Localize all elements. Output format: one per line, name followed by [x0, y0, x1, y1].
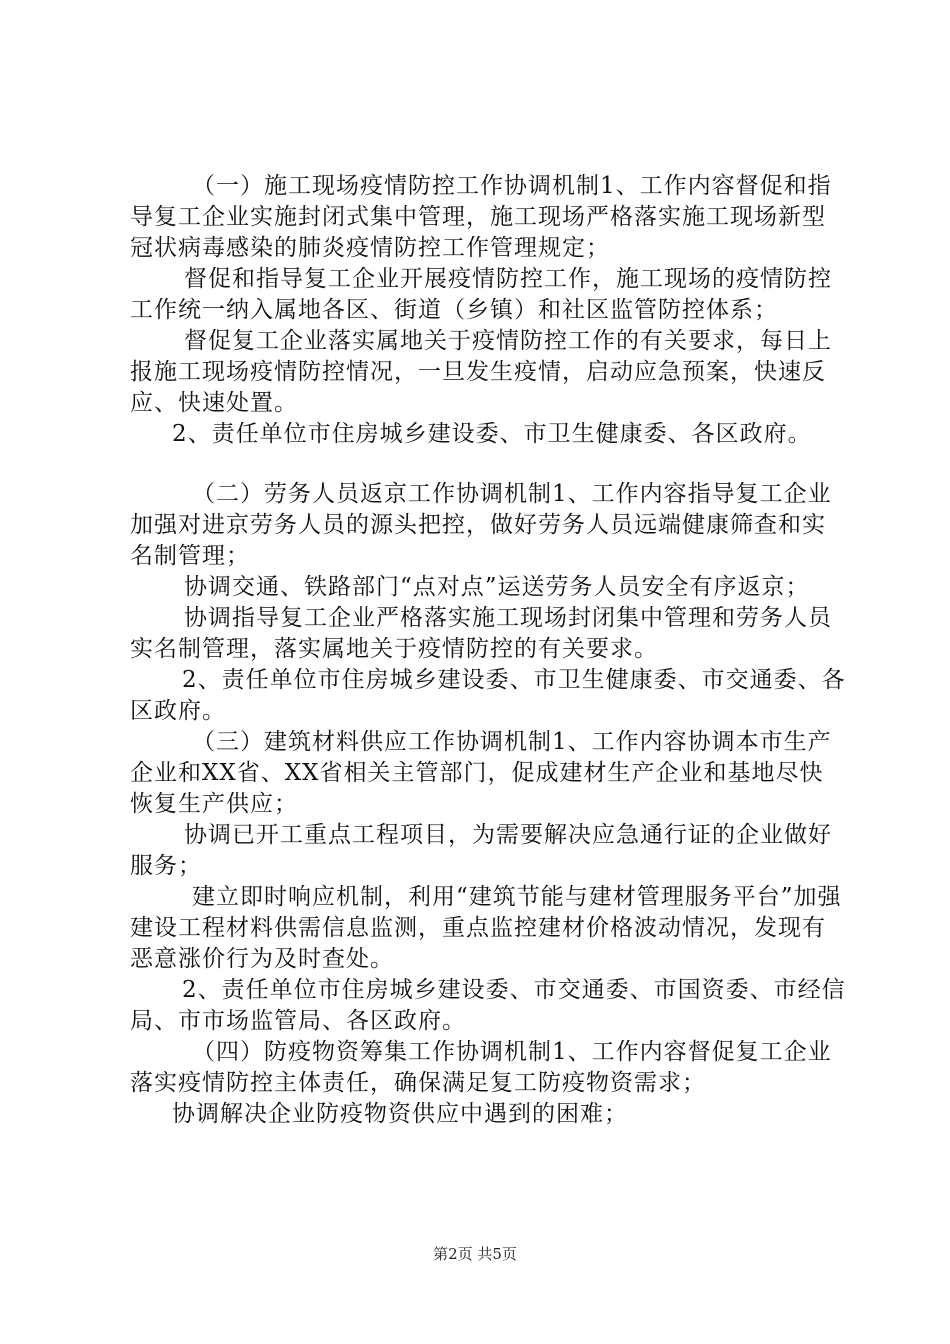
- paragraph-section-1-item-2: 督促和指导复工企业开展疫情防控工作，施工现场的疫情防控工作统一纳入属地各区、街道（乡镇）和社区监管防控体系；: [130, 266, 832, 323]
- paragraph-section-2-responsibility: 2、责任单位市住房城乡建设委、市卫生健康委、市交通委、各区政府。: [130, 667, 846, 724]
- document-body: [130, 171, 846, 1130]
- paragraph-section-2-intro: （二）劳务人员返京工作协调机制1、工作内容指导复工企业加强对进京劳务人员的源头把控，做好劳务人员远端健康筛查和实名制管理；: [130, 481, 832, 569]
- paragraph-section-2-item-2: 协调交通、铁路部门“点对点”运送劳务人员安全有序返京；: [184, 574, 810, 600]
- paragraph-section-3-intro: （三）建筑材料供应工作协调机制1、工作内容协调本市生产企业和XX省、XX省相关主管部门，促成建材生产企业和基地尽快恢复生产供应；: [130, 729, 832, 817]
- paragraph-section-1-item-3: 督促复工企业落实属地关于疫情防控工作的有关要求，每日上报施工现场疫情防控情况，一旦发生疫情，启动应急预案，快速反应、快速处置。: [130, 328, 832, 416]
- paragraph-section-1-responsibility: 2、责任单位市住房城乡建设委、市卫生健康委、各区政府。: [172, 421, 812, 447]
- page-number-footer: 第2页 共5页: [433, 1245, 517, 1263]
- paragraph-section-4-item-2: 协调解决企业防疫物资供应中遇到的困难；: [172, 1101, 628, 1127]
- paragraph-section-3-item-3: 建立即时响应机制，利用“建筑节能与建材管理服务平台”加强建设工程材料供需信息监测，重点监控建材价格波动情况，发现有恶意涨价行为及时查处。: [130, 884, 842, 972]
- paragraph-section-2-item-3: 协调指导复工企业严格落实施工现场封闭集中管理和劳务人员实名制管理，落实属地关于疫情防控的有关要求。: [130, 605, 832, 662]
- paragraph-section-3-item-2: 协调已开工重点工程项目，为需要解决应急通行证的企业做好服务；: [130, 822, 832, 879]
- paragraph-section-1-intro: （一）施工现场疫情防控工作协调机制1、工作内容督促和指导复工企业实施封闭式集中管理，施工现场严格落实施工现场新型冠状病毒感染的肺炎疫情防控工作管理规定；: [130, 173, 832, 261]
- paragraph-section-3-responsibility: 2、责任单位市住房城乡建设委、市交通委、市国资委、市经信局、市市场监管局、各区政府。: [130, 977, 846, 1034]
- paragraph-section-4-intro: （四）防疫物资筹集工作协调机制1、工作内容督促复工企业落实疫情防控主体责任，确保满足复工防疫物资需求；: [130, 1039, 832, 1096]
